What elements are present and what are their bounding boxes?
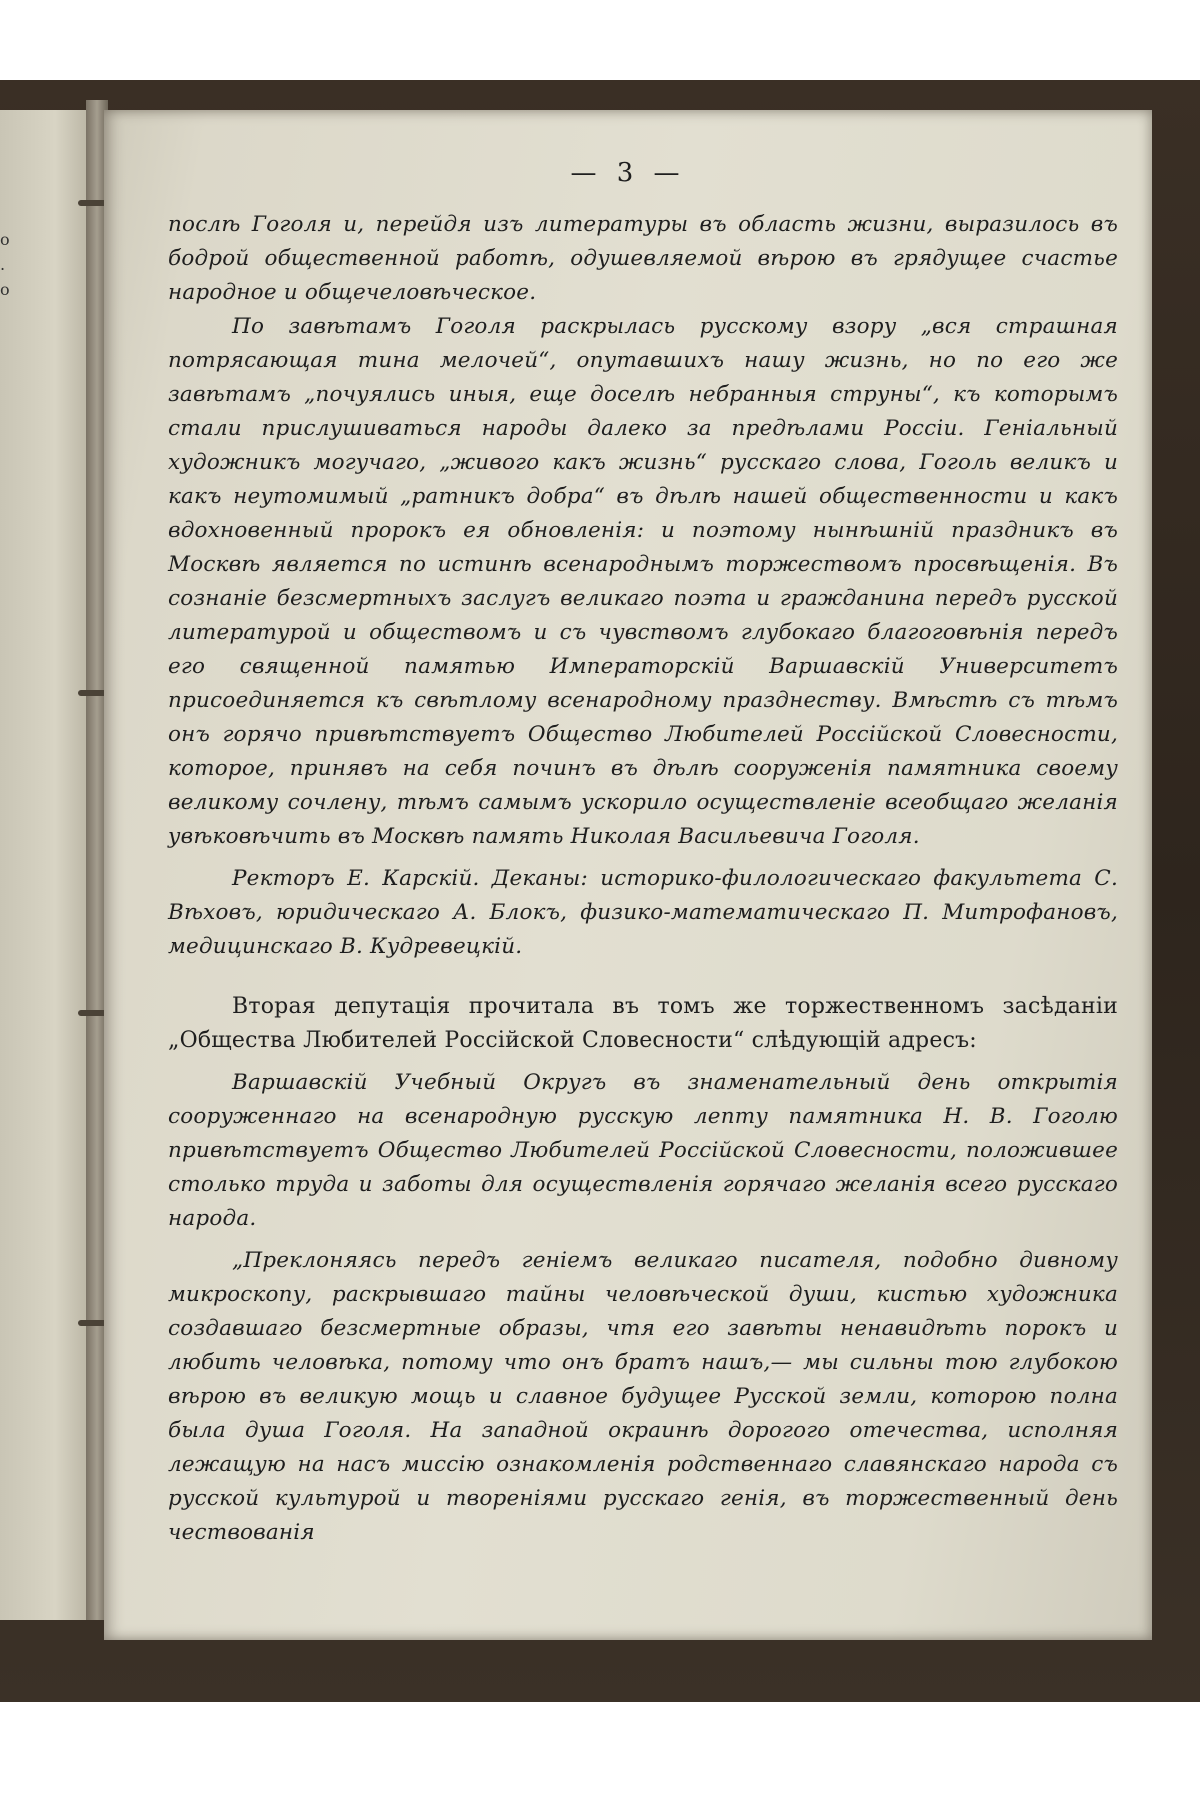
left-page-char: о [0, 280, 10, 299]
page-body [168, 208, 1118, 1550]
address-paragraph: „Преклоняясь передъ геніемъ великаго писателя, подобно дивному микроскопу, раскрывшаго тайны человѣческой души, кистью художника создавшаго безсмертные образы, чтя его завѣты ненавидѣть порокъ и любить человѣка, потому что онъ братъ нашъ,— мы сильны тою глубокою вѣрою въ великую мощь и славное будущее Русской земли, которою полна была душа Гоголя. На западной окраинѣ дорогого отечества, исполняя лежащую на насъ миссію ознакомленія родственнаго славянскаго народа съ русской культурой и твореніями русскаго генія, въ торжественный день чествованія [168, 1248, 1118, 1545]
left-page-char: о [0, 230, 10, 249]
page-number: — 3 — [570, 158, 686, 188]
left-page-char: . [0, 255, 6, 274]
left-page-edge [0, 110, 94, 1620]
paragraph: По завѣтамъ Гоголя раскрылась русскому взору „вся страшная потрясающая тина мелочей“, опутавшихъ нашу жизнь, но по его же завѣтамъ „почуялись иныя, еще доселѣ небранныя струны“, къ которымъ стали прислушиваться народы далеко за предѣлами Россіи. Геніальный художникъ могучаго, „живого какъ жизнь“ русскаго слова, Гоголь великъ и какъ неутомимый „ратникъ добра“ въ дѣлѣ нашей общественности и какъ вдохновенный пророкъ ея обновленія: и поэтому нынѣшній праздникъ въ Москвѣ является по истинѣ всенароднымъ торжествомъ просвѣщенія. Въ сознаніе безсмертныхъ заслугъ великаго поэта и гражданина передъ русской литературой и обществомъ и съ чувствомъ глубокаго благоговѣнія передъ его священной памятью Императорскій Варшавскій Университетъ присоединяется къ свѣтлому всенародному празднеству. Вмѣстѣ съ тѣмъ онъ горячо привѣтствуетъ Общество Любителей Россійской Словесности, которое, принявъ на себя починъ въ дѣлѣ сооруженія памятника своему великому сочлену, тѣмъ самымъ ускорило осуществленіе всеобщаго желанія увѣковѣчить въ Москвѣ память Николая Васильевича Гоголя. [168, 314, 1118, 849]
book-page [104, 110, 1152, 1640]
paragraph: послѣ Гоголя и, перейдя изъ литературы въ область жизни, выразилось въ бодрой общественной работѣ, одушевляемой вѣрою въ грядущее счастье народное и общечеловѣческое. [168, 212, 1118, 305]
address-paragraph: Варшавскій Учебный Округъ въ знаменательный день открытія сооруженнаго на всенародную русскую лепту памятника Н. В. Гоголю привѣтствуетъ Общество Любителей Россійской Словесности, положившее столько труда и заботы для осуществленія горячаго желанія всего русскаго народа. [168, 1070, 1118, 1231]
paragraph: Вторая депутація прочитала въ томъ же торжественномъ засѣданіи „Общества Любителей Россійской Словесности“ слѣдующій адресъ: [168, 994, 1118, 1053]
signatories-paragraph: Ректоръ Е. Карскій. Деканы: историко-филологическаго факультета С. Вѣховъ, юридическаго А. Блокъ, физико-математическаго П. Митрофановъ, медицинскаго В. Кудревецкій. [168, 866, 1118, 959]
